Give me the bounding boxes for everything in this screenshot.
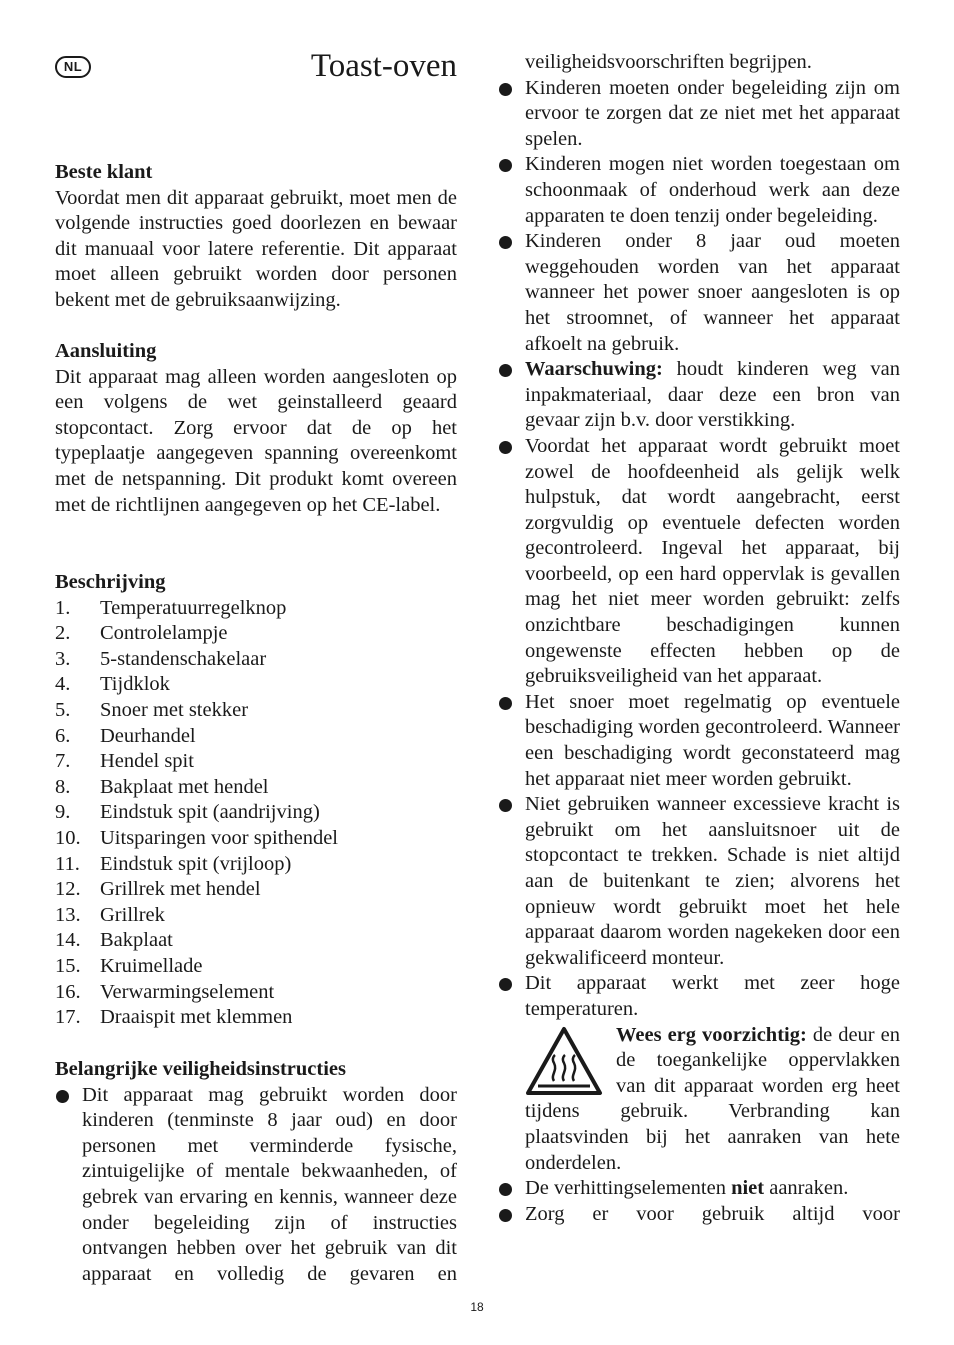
list-item: 10. Uitsparingen voor spithendel	[55, 826, 338, 849]
list-item: 4. Tijdklok	[55, 673, 170, 696]
list-item: 17. Draaispit met klemmen	[55, 1006, 293, 1029]
list-item: Zorg er voor gebruik altijd voor	[498, 1202, 900, 1228]
list-item: 6. Deurhandel	[55, 724, 196, 747]
intro-section	[55, 160, 457, 314]
description-section	[55, 570, 457, 1031]
list-item: Het snoer moet regelmatig op eventuele beschadiging worden gecontroleerd. Wanneer een beschadiging wordt geconstateerd mag het apparaat niet meer worden gebruikt.	[498, 690, 900, 792]
warning-label: Waarschuwing:	[525, 358, 663, 381]
connection-section	[55, 339, 457, 518]
bullet-icon	[499, 1209, 512, 1222]
bullet-icon	[56, 1090, 69, 1103]
page-number: 18	[470, 1300, 484, 1314]
intro-text: Voordat men dit apparaat gebruikt, moet men de volgende instructies goed doorlezen en bewaar dit manuaal voor latere referentie. Dit apparaat moet alleen gebruikt worden door personen bekent met de gebruiksaanwijzing.	[55, 186, 457, 311]
list-item: 5. Snoer met stekker	[55, 698, 249, 721]
safety-list-right	[498, 50, 900, 1227]
list-item: Dit apparaat mag gebruikt worden door kinderen (tenminste 8 jaar oud) en door personen met verminderde fysische, zintuigelijke of mentale bekwaanheden, of gebrek van ervaring en kennis, wanneer deze onder begeleiding zijn of instructies ontvangen hebben over het gebruik van dit apparaat en volledig de gevaren en	[55, 1083, 457, 1288]
list-item: 2. Controlelampje	[55, 622, 228, 645]
safety-continued	[498, 50, 900, 1227]
intro-heading: Beste klant	[55, 161, 153, 183]
bullet-icon	[499, 159, 512, 172]
hot-surface-warning-icon	[524, 1025, 604, 1099]
hot-warning-label: Wees erg voorzichtig:	[616, 1023, 807, 1046]
list-item: 3. 5-standenschakelaar	[55, 647, 267, 670]
language-badge: NL	[55, 56, 91, 78]
list-item: 16. Verwarmingselement	[55, 980, 275, 1003]
list-item: Kinderen onder 8 jaar oud moeten weggehouden worden van het apparaat wanneer het power snoer aangesloten is op het stroomnet, of wanneer het apparaat afkoelt na gebruik.	[498, 229, 900, 357]
parts-list	[55, 596, 457, 1031]
list-item: 1. Temperatuurregelknop	[55, 596, 287, 619]
bullet-icon	[499, 1183, 512, 1196]
bullet-icon	[499, 236, 512, 249]
bullet-icon	[499, 83, 512, 96]
connection-heading: Aansluiting	[55, 340, 157, 362]
list-item-continuation: veiligheidsvoorschriften begrijpen.	[525, 51, 812, 73]
list-item: Kinderen moeten onder begeleiding zijn om ervoor te zorgen dat ze niet met het apparaat spelen.	[498, 76, 900, 153]
list-item: 9. Eindstuk spit (aandrijving)	[55, 801, 320, 824]
list-item: Waarschuwing: houdt kinderen weg van inpakmateriaal, daar deze een bron van gevaar zijn b.v. door verstikking.	[498, 357, 900, 434]
safety-list-left	[55, 1083, 457, 1288]
list-item: 12. Grillrek met hendel	[55, 878, 261, 901]
description-heading: Beschrijving	[55, 571, 166, 593]
safety-section	[55, 1057, 457, 1287]
bullet-icon	[499, 697, 512, 710]
page-title: Toast-oven	[310, 48, 457, 84]
bullet-icon	[499, 978, 512, 991]
list-item: Voordat het apparaat wordt gebruikt moet zowel de hoofdeenheid als gelijk welk hulpstuk, dat wordt aangebracht, eerst zorgvuldig op eventuele defecten worden gecontroleerd. Ingeval het apparaat, bij voorbeeld, op een hard oppervlak is gevallen mag het niet meer worden gebruikt: zelfs onzichtbare beschadigingen kunnen ongewenste effecten hebben op de gebruiksveiligheid van het apparaat.	[498, 434, 900, 690]
safety-heading: Belangrijke veiligheidsinstructies	[55, 1058, 346, 1080]
list-item: 15. Kruimellade	[55, 954, 203, 977]
list-item: Niet gebruiken wanneer excessieve kracht is gebruikt om het aansluitsnoer uit de stopcontact te trekken. Schade is niet altijd aan de buitenkant te zien; alvorens het opnieuw wordt gebruikt moet het hele apparaat daarom worden nagekeken door een gekwalificeerd monteur.	[498, 792, 900, 971]
bullet-icon	[499, 441, 512, 454]
list-item: 7. Hendel spit	[55, 750, 194, 773]
list-item: De verhittingselementen niet aanraken.	[498, 1176, 900, 1202]
list-item: 8. Bakplaat met hendel	[55, 775, 269, 798]
list-item: 14. Bakplaat	[55, 929, 173, 952]
bullet-icon	[499, 364, 512, 377]
hot-surface-warning: Wees erg voorzichtig: de deur en de toegankelijke oppervlakken van dit apparaat worden erg heet tijdens gebruik. Verbranding kan plaatsvinden bij het aanraken van hete onderdelen.	[525, 1023, 901, 1174]
list-item: Kinderen mogen niet worden toegestaan om schoonmaak of onderhoud werk aan deze apparaten te doen tenzij onder begeleiding.	[498, 152, 900, 229]
list-item: 13. Grillrek	[55, 903, 165, 926]
list-item: 11. Eindstuk spit (vrijloop)	[55, 852, 292, 875]
connection-text: Dit apparaat mag alleen worden aangesloten op een volgens de wet geinstalleerd geaard stopcontact. Zorg ervoor dat de op het typeplaatje aangegeven spanning overeenkomt met de netspanning. Dit produkt komt overeen met de richtlijnen aangegeven op het CE-label.	[55, 365, 457, 516]
bullet-icon	[499, 799, 512, 812]
list-item: Dit apparaat werkt met zeer hoge temperaturen.	[498, 971, 900, 1022]
